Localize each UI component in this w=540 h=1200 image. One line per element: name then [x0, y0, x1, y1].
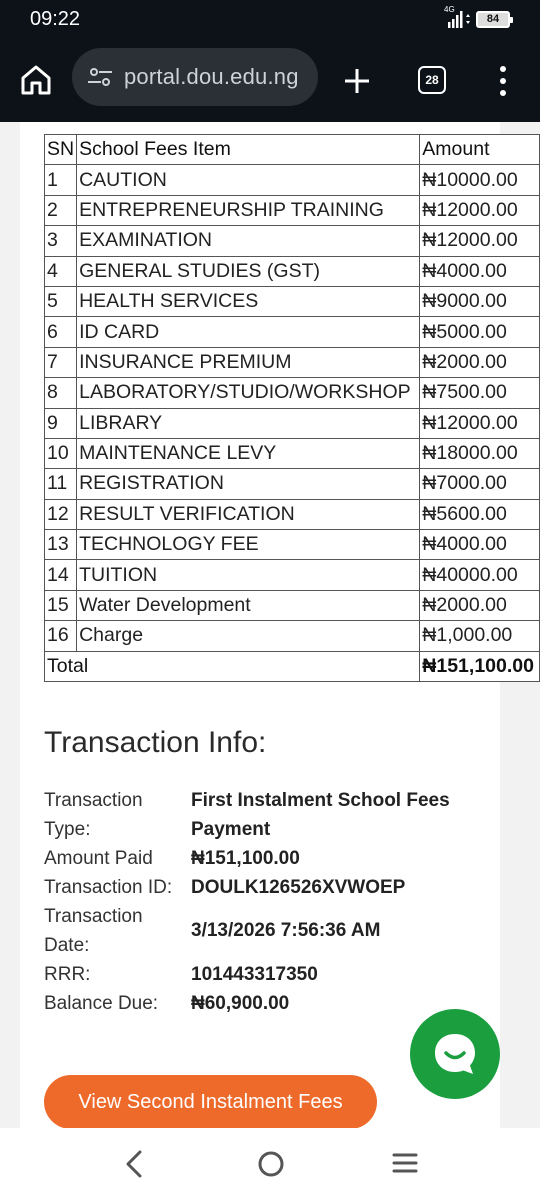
- cell-sn: 8: [45, 378, 77, 408]
- transaction-type-label-line1: Transaction: [44, 790, 143, 811]
- battery-icon: [476, 11, 510, 28]
- transaction-info-title: Transaction Info:: [44, 726, 267, 759]
- transaction-date-label-line2: Date:: [44, 935, 90, 956]
- table-row: [45, 347, 540, 377]
- table-row: [45, 165, 540, 195]
- status-bar: [0, 0, 540, 40]
- transaction-type-label-line2: Type:: [44, 819, 91, 840]
- cell-sn: 10: [45, 438, 77, 468]
- amount-paid-label: Amount Paid: [44, 848, 153, 869]
- transaction-id-label: Transaction ID:: [44, 877, 173, 898]
- cell-amount: ₦2000.00: [420, 347, 540, 377]
- view-second-instalment-button[interactable]: View Second Instalment Fees: [44, 1075, 377, 1129]
- table-row: [45, 499, 540, 529]
- cell-item: LABORATORY/STUDIO/WORKSHOP: [77, 378, 420, 408]
- cell-amount: ₦12000.00: [420, 408, 540, 438]
- rrr-value: 101443317350: [191, 964, 318, 985]
- balance-due-value: ₦60,900.00: [191, 993, 290, 1014]
- cell-sn: 14: [45, 560, 77, 590]
- cell-amount: ₦40000.00: [420, 560, 540, 590]
- balance-due-label: Balance Due:: [44, 993, 159, 1014]
- cell-sn: 9: [45, 408, 77, 438]
- cell-amount: ₦1,000.00: [420, 621, 540, 651]
- cell-sn: 12: [45, 499, 77, 529]
- transaction-date-label-line1: Transaction: [44, 906, 143, 927]
- cell-amount: ₦12000.00: [420, 195, 540, 225]
- tab-switcher-button[interactable]: [418, 66, 446, 94]
- cell-item: TECHNOLOGY FEE: [77, 530, 420, 560]
- total-amount: ₦151,100.00: [420, 651, 540, 681]
- table-total-row: [45, 651, 540, 681]
- table-row: [45, 286, 540, 316]
- table-row: [45, 256, 540, 286]
- page-content: [0, 122, 540, 1128]
- cell-item: GENERAL STUDIES (GST): [77, 256, 420, 286]
- network-label: 4G: [444, 5, 455, 14]
- back-icon[interactable]: [122, 1150, 146, 1178]
- cell-sn: 6: [45, 317, 77, 347]
- table-row: [45, 378, 540, 408]
- table-row: [45, 226, 540, 256]
- cell-item: Charge: [77, 621, 420, 651]
- cell-sn: 5: [45, 286, 77, 316]
- battery-level: 84: [486, 13, 500, 25]
- table-row: [45, 530, 540, 560]
- cell-amount: ₦7500.00: [420, 378, 540, 408]
- cell-item: EXAMINATION: [77, 226, 420, 256]
- cell-item: REGISTRATION: [77, 469, 420, 499]
- table-row: [45, 438, 540, 468]
- cell-item: ENTREPRENEURSHIP TRAINING: [77, 195, 420, 225]
- more-menu-icon[interactable]: [494, 64, 512, 98]
- cell-amount: ₦5000.00: [420, 317, 540, 347]
- cell-amount: ₦12000.00: [420, 226, 540, 256]
- header-amount: Amount: [420, 135, 540, 165]
- rrr-label: RRR:: [44, 964, 91, 985]
- status-time: 09:22: [30, 8, 81, 30]
- chat-button[interactable]: [410, 1009, 500, 1099]
- cell-amount: ₦9000.00: [420, 286, 540, 316]
- cell-amount: ₦7000.00: [420, 469, 540, 499]
- header-item: School Fees Item: [77, 135, 420, 165]
- site-settings-icon[interactable]: [86, 65, 114, 89]
- header-sn: SN: [45, 135, 77, 165]
- cell-amount: ₦18000.00: [420, 438, 540, 468]
- cell-sn: 11: [45, 469, 77, 499]
- cell-sn: 4: [45, 256, 77, 286]
- cell-amount: ₦2000.00: [420, 590, 540, 620]
- table-row: [45, 621, 540, 651]
- transaction-type-value-line1: First Instalment School Fees: [191, 790, 450, 811]
- table-row: [45, 195, 540, 225]
- browser-toolbar: [0, 40, 540, 122]
- cell-amount: ₦10000.00: [420, 165, 540, 195]
- cell-amount: ₦4000.00: [420, 530, 540, 560]
- cell-item: Water Development: [77, 590, 420, 620]
- system-navigation-bar: [0, 1128, 540, 1200]
- total-label: Total: [45, 651, 420, 681]
- transaction-id-value: DOULK126526XVWOEP: [191, 877, 406, 898]
- cell-item: RESULT VERIFICATION: [77, 499, 420, 529]
- cell-sn: 15: [45, 590, 77, 620]
- cell-item: TUITION: [77, 560, 420, 590]
- recent-apps-icon[interactable]: [392, 1152, 418, 1174]
- transaction-type-value-line2: Payment: [191, 819, 271, 840]
- cell-item: CAUTION: [77, 165, 420, 195]
- amount-paid-value: ₦151,100.00: [191, 848, 300, 869]
- home-icon[interactable]: [18, 62, 54, 98]
- cell-sn: 16: [45, 621, 77, 651]
- home-circle-icon[interactable]: [257, 1150, 285, 1178]
- table-row: [45, 560, 540, 590]
- cell-item: ID CARD: [77, 317, 420, 347]
- url-text[interactable]: portal.dou.edu.ng: [124, 64, 299, 89]
- cell-item: INSURANCE PREMIUM: [77, 347, 420, 377]
- tab-count: 28: [425, 73, 439, 87]
- cell-sn: 13: [45, 530, 77, 560]
- cell-item: LIBRARY: [77, 408, 420, 438]
- cell-item: MAINTENANCE LEVY: [77, 438, 420, 468]
- transaction-date-value: 3/13/2026 7:56:36 AM: [191, 920, 381, 941]
- table-row: [45, 317, 540, 347]
- cell-sn: 7: [45, 347, 77, 377]
- address-bar[interactable]: [72, 48, 318, 106]
- chat-icon: [429, 1028, 481, 1080]
- status-icons: [444, 5, 510, 29]
- signal-icon: [444, 5, 470, 29]
- fees-table: [44, 134, 540, 682]
- cell-amount: ₦5600.00: [420, 499, 540, 529]
- cell-amount: ₦4000.00: [420, 256, 540, 286]
- table-header-row: [45, 135, 540, 165]
- table-row: [45, 408, 540, 438]
- cell-sn: 2: [45, 195, 77, 225]
- new-tab-icon[interactable]: [342, 66, 372, 96]
- table-row: [45, 590, 540, 620]
- cell-item: HEALTH SERVICES: [77, 286, 420, 316]
- table-row: [45, 469, 540, 499]
- cell-sn: 3: [45, 226, 77, 256]
- cell-sn: 1: [45, 165, 77, 195]
